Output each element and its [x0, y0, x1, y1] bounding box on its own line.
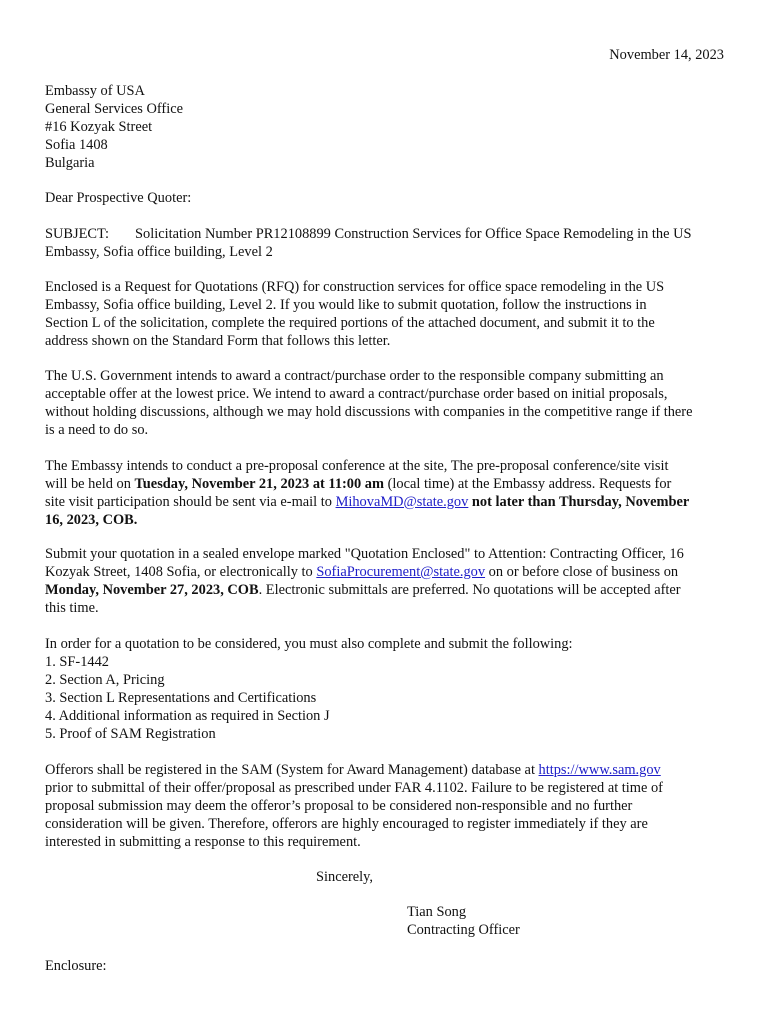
address-line: Embassy of USA: [45, 83, 145, 99]
paragraph-line: acceptable offer at the lowest price. We intend to award a contract/purchase order based on initial proposals,: [45, 385, 668, 402]
conference-date: Tuesday, November 21, 2023 at 11:00 am: [134, 475, 384, 492]
paragraph-line: [45, 494, 731, 512]
paragraph-line: prior to submittal of their offer/proposal as prescribed under FAR 4.1102. Failure to be registered at time of: [45, 779, 663, 796]
paragraph-line: proposal submission may deem the offeror’s proposal to be considered non-responsible and no further: [45, 797, 633, 814]
closing-text: Sincerely,: [316, 869, 374, 885]
text-run: on or before close of business on: [485, 563, 679, 580]
paragraph-sam: [45, 762, 731, 852]
text-run: will be held on: [45, 475, 135, 492]
subject-label: SUBJECT:: [45, 226, 110, 242]
paragraph-submission: [45, 546, 731, 618]
subject-line: Solicitation Number PR12108899 Construction Services for Office Space Remodeling in the US: [135, 226, 692, 242]
paragraph-line: is a need to do so.: [45, 421, 149, 438]
email-link-mihova[interactable]: MihovaMD@state.gov: [335, 493, 469, 510]
sam-website-link[interactable]: https://www.sam.gov: [538, 762, 661, 778]
address-line: Bulgaria: [45, 154, 95, 171]
text-run: (local time) at the Embassy address. Requests for: [383, 475, 672, 492]
salutation: [45, 190, 731, 208]
paragraph-line: [45, 476, 731, 494]
paragraph-requirements: [45, 636, 731, 743]
deadline-text: 16, 2023, COB.: [45, 511, 138, 528]
letter-date: November 14, 2023: [609, 47, 724, 63]
list-item: 5. Proof of SAM Registration: [45, 725, 216, 742]
paragraph-line: Submit your quotation in a sealed envelope marked "Quotation Enclosed" to Attention: Contracting Officer, 16: [45, 546, 684, 562]
paragraph-rfq: [45, 279, 731, 351]
paragraph-line: In order for a quotation to be considered, you must also complete and submit the following:: [45, 636, 573, 652]
paragraph-conference: [45, 458, 731, 530]
submission-deadline: Monday, November 27, 2023, COB: [45, 581, 259, 598]
paragraph-line: Section L of the solicitation, complete the required portions of the attached document, and submit it to the: [45, 314, 655, 331]
list-item: 2. Section A, Pricing: [45, 671, 165, 688]
list-item: 1. SF-1442: [45, 653, 109, 670]
paragraph-line: consideration will be given. Therefore, offerors are highly encouraged to register immediately if they are: [45, 815, 648, 832]
paragraph-line: [45, 512, 731, 530]
signer-name: Tian Song: [407, 904, 467, 920]
salutation-text: Dear Prospective Quoter:: [45, 190, 192, 206]
paragraph-line: [45, 564, 731, 582]
subject-line: Embassy, Sofia office building, Level 2: [45, 243, 273, 260]
paragraph-line: [45, 582, 731, 600]
text-run: . Electronic submittals are preferred. No quotations will be accepted after: [258, 581, 681, 598]
paragraph-line: The Embassy intends to conduct a pre-proposal conference at the site, The pre-proposal conference/site visit: [45, 458, 669, 474]
paragraph-line: this time.: [45, 599, 99, 616]
enclosure-text: Enclosure:: [45, 958, 107, 974]
email-link-procurement[interactable]: SofiaProcurement@state.gov: [316, 563, 486, 580]
paragraph-line: address shown on the Standard Form that follows this letter.: [45, 332, 391, 349]
subject-block: [45, 226, 731, 262]
address-line: #16 Kozyak Street: [45, 118, 153, 135]
paragraph-line: Enclosed is a Request for Quotations (RFQ) for construction services for office space remodeling in the US: [45, 279, 665, 295]
paragraph-line: interested in submitting a response to this requirement.: [45, 833, 361, 850]
paragraph-line: without holding discussions, although we may hold discussions with companies in the competitive range if there: [45, 403, 693, 420]
enclosure-label: [45, 958, 731, 976]
text-run: site visit participation should be sent via e-mail to: [45, 493, 336, 510]
paragraph-award: [45, 368, 731, 440]
signer-title: Contracting Officer: [407, 921, 520, 938]
deadline-text: not later than Thursday, November: [468, 493, 690, 510]
address-line: Sofia 1408: [45, 136, 108, 153]
paragraph-line: [45, 762, 731, 780]
recipient-address: [45, 83, 731, 173]
closing: [316, 869, 616, 887]
paragraph-line: The U.S. Government intends to award a contract/purchase order to the responsible company submitting an: [45, 368, 664, 384]
list-item: 4. Additional information as required in Section J: [45, 707, 330, 724]
text-run: Offerors shall be registered in the SAM (System for Award Management) database at: [45, 762, 539, 778]
signature-block: [407, 904, 707, 940]
list-item: 3. Section L Representations and Certifications: [45, 689, 317, 706]
paragraph-line: Embassy, Sofia office building, Level 2. If you would like to submit quotation, follow the instructions in: [45, 296, 647, 313]
address-line: General Services Office: [45, 100, 183, 117]
text-run: Kozyak Street, 1408 Sofia, or electronically to: [45, 563, 317, 580]
